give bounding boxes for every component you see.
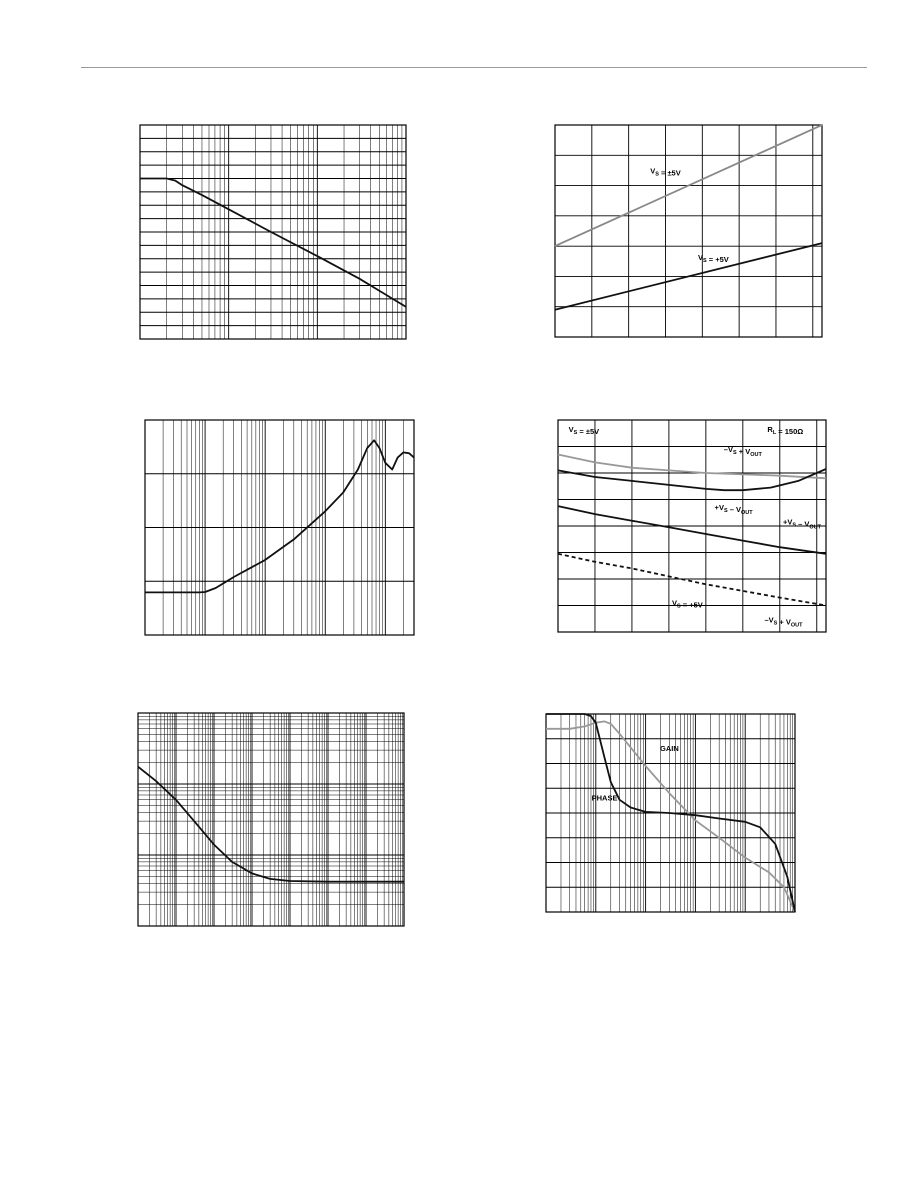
annotation-label: PHASE <box>591 793 618 803</box>
series-line <box>558 506 826 554</box>
series-line <box>140 179 406 307</box>
plot-frame <box>555 125 822 337</box>
cmrr-vs-frequency-chart <box>100 118 430 378</box>
annotation-label: GAIN <box>659 744 679 754</box>
quiescent-current-vs-temperature-chart <box>515 118 855 378</box>
annotation-label: $-V_S + V_{OUT}$ <box>723 444 762 458</box>
output-saturation-voltage-vs-temperature-chart <box>515 413 855 678</box>
open-loop-gain-phase-vs-frequency-chart <box>510 706 855 966</box>
header-rule <box>81 67 867 68</box>
grid <box>555 125 822 337</box>
input-voltage-noise-vs-frequency-chart <box>100 706 430 966</box>
annotation-label: $+V_S - V_{OUT}$ <box>714 503 753 517</box>
grid <box>145 420 414 635</box>
annotation-label: $V_S = +5V$ <box>697 252 729 264</box>
grid <box>138 713 404 926</box>
annotation-label: $V_S = \pm 5V$ <box>568 424 600 436</box>
series-line <box>558 455 826 479</box>
annotation-label: $V_S = \pm 5V$ <box>650 166 681 178</box>
annotation-label: $V_S = +5V$ <box>671 598 703 610</box>
grid <box>140 125 406 339</box>
annotation-label: $R_L = 150\Omega$ <box>767 424 804 436</box>
series-line <box>145 440 414 592</box>
output-impedance-vs-frequency-chart <box>100 413 430 678</box>
annotation-label: $+V_S - V_{OUT}$ <box>782 517 822 531</box>
series-line <box>558 554 826 606</box>
annotation-label: $-V_S + V_{OUT}$ <box>764 615 803 629</box>
